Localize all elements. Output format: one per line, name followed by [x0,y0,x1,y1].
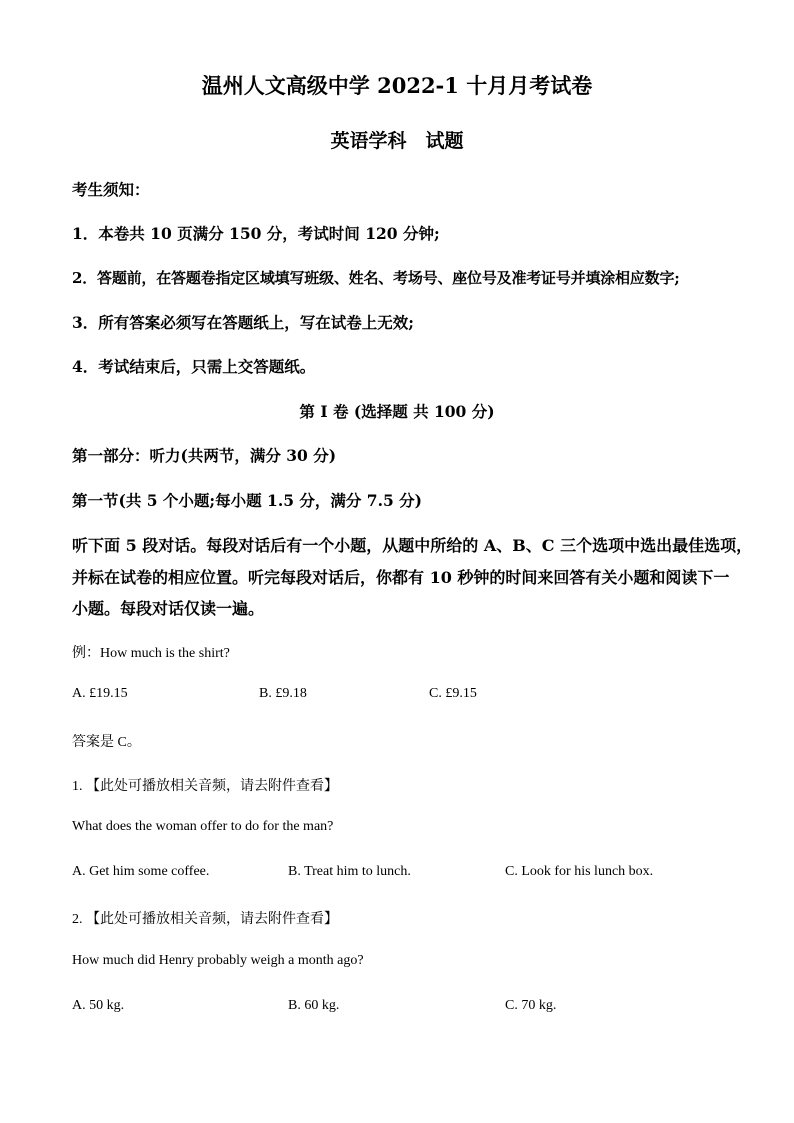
example-option-c: C. £9.15 [429,686,477,701]
question-2-text: How much did Henry probably weigh a month ago? [72,953,364,968]
question-2-option-a: A. 50 kg. [72,998,125,1013]
part1-heading: 第一部分：听力(共两节，满分 30 分) [72,446,337,465]
question-1-label: 1. 【此处可播放相关音频，请去附件查看】 [72,779,338,794]
question-2-option-b: B. 60 kg. [288,998,340,1013]
question-1-text: What does the woman offer to do for the man? [72,819,334,834]
instruction-line-3: 小题。每段对话仅读一遍。 [72,599,265,618]
section1-heading: 第一节(共 5 个小题;每小题 1.5 分，满分 7.5 分) [72,491,422,510]
notice-item-2: 2．答题前，在答题卷指定区域填写班级、姓名、考场号、座位号及准考证号并填涂相应数字; [72,269,680,287]
question-2-option-c: C. 70 kg. [505,998,557,1013]
example-answer: 答案是 C。 [72,735,141,750]
notice-heading: 考生须知： [72,180,150,199]
instruction-line-2: 并标在试卷的相应位置。听完每段对话后，你都有 10 秒钟的时间来回答有关小题和阅读下一 [72,568,730,587]
notice-item-3: 3．所有答案必须写在答题纸上，写在试卷上无效; [72,313,415,332]
question-2-label: 2. 【此处可播放相关音频，请去附件查看】 [72,912,338,927]
notice-item-1: 1．本卷共 10 页满分 150 分，考试时间 120 分钟; [72,224,440,243]
question-1-option-c: C. Look for his lunch box. [505,864,654,879]
example-option-b: B. £9.18 [259,686,307,701]
question-1-option-a: A. Get him some coffee. [72,864,210,879]
example-option-a: A. £19.15 [72,686,128,701]
notice-item-4: 4．考试结束后，只需上交答题纸。 [72,357,316,376]
question-1-option-b: B. Treat him to lunch. [288,864,411,879]
exam-subtitle: 英语学科 试题 [330,130,464,152]
example-question: 例：How much is the shirt? [72,646,230,661]
instruction-line-1: 听下面 5 段对话。每段对话后有一个小题，从题中所给的 A、B、C 三个选项中选出最佳选项， [72,536,753,555]
exam-title: 温州人文高级中学 2022-1 十月月考试卷 [201,73,593,98]
volume-heading: 第 I 卷 (选择题 共 100 分) [299,402,495,421]
